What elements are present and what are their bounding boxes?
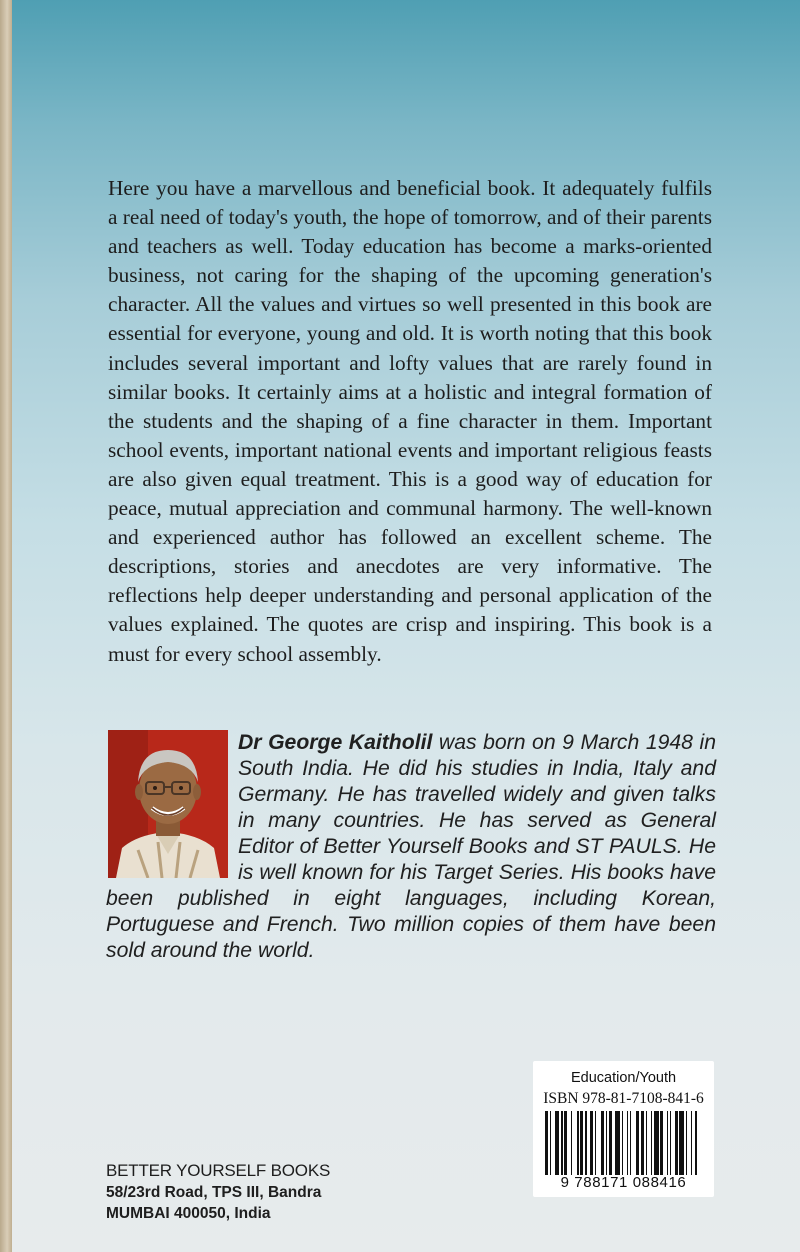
barcode-bar	[555, 1111, 560, 1175]
barcode-bar	[670, 1111, 672, 1175]
barcode-bar	[615, 1111, 620, 1175]
barcode-bar	[550, 1111, 552, 1175]
barcode-bar	[601, 1111, 604, 1175]
author-photo	[108, 730, 228, 878]
barcode-bar	[580, 1111, 583, 1175]
barcode-bar	[545, 1111, 548, 1175]
book-category: Education/Youth	[570, 1070, 677, 1086]
barcode-bar	[627, 1111, 629, 1175]
barcode-bar	[679, 1111, 684, 1175]
author-bio-text: was born on 9 March 1948 in South India. He did his studies in India, Italy and Germany. He has travelled widely and given talks in many countries. He has served as General Editor of Better Yourself Books and ST PAULS. He is well known for his Target Series. His books have been published in eight languages, including Korean, Portuguese and French. Two million copies of them have been sold around the world.	[106, 731, 716, 962]
barcode-bar	[622, 1111, 624, 1175]
barcode-bar	[564, 1111, 567, 1175]
publisher-address-line2: MUMBAI 400050, India	[106, 1205, 271, 1222]
barcode-bar	[691, 1111, 693, 1175]
barcode-bars	[545, 1111, 703, 1175]
publisher-block	[106, 1160, 330, 1224]
barcode-bar	[590, 1111, 593, 1175]
barcode-bar	[585, 1111, 587, 1175]
barcode-bar	[571, 1111, 573, 1175]
barcode-bar	[630, 1111, 632, 1175]
book-spine-edge	[0, 0, 12, 1252]
barcode-digits: 9 788171 088416	[560, 1174, 687, 1191]
barcode-bar	[641, 1111, 644, 1175]
barcode-bar	[695, 1111, 697, 1175]
author-portrait-icon	[108, 730, 228, 878]
barcode-bar	[606, 1111, 608, 1175]
barcode-bar	[609, 1111, 612, 1175]
publisher-name: BETTER YOURSELF BOOKS	[106, 1161, 331, 1180]
barcode-box	[533, 1061, 714, 1197]
author-name: Dr George Kaitholil	[238, 731, 433, 754]
isbn-label: ISBN 978-81-7108-841-6	[543, 1090, 704, 1107]
barcode-bar	[675, 1111, 678, 1175]
barcode-bar	[660, 1111, 663, 1175]
author-bio	[106, 730, 716, 964]
barcode-bar	[654, 1111, 659, 1175]
barcode-bar	[636, 1111, 639, 1175]
barcode-bar	[686, 1111, 688, 1175]
barcode-bar	[561, 1111, 563, 1175]
barcode-bar	[595, 1111, 597, 1175]
publisher-address-line1: 58/23rd Road, TPS III, Bandra	[106, 1184, 322, 1201]
barcode-bar	[646, 1111, 648, 1175]
barcode-bar	[577, 1111, 579, 1175]
book-blurb: Here you have a marvellous and beneficial book. It adequately fulfils a real need of today's youth, the hope of tomorrow, and of their parents and teachers as well. Today education has become a marks-oriented business, not caring for the shaping of the upcoming generation's character. All the values and virtues so well presented in this book are essential for everyone, young and old. It is worth noting that this book includes several important and lofty values that are rarely found in similar books. It certainly aims at a holistic and integral formation of the students and the shaping of a fine character in them. Important school events, important national events and important religious feasts are also given equal treatment. This is a good way of education for peace, mutual appreciation and communal harmony. The well-known and experienced author has followed an excellent scheme. The descriptions, stories and anecdotes are very informative. The reflections help deeper understanding and personal application of the values explained. The quotes are crisp and inspiring. This book is a must for every school assembly.	[108, 176, 712, 666]
barcode-bar	[651, 1111, 653, 1175]
barcode-bar	[667, 1111, 669, 1175]
